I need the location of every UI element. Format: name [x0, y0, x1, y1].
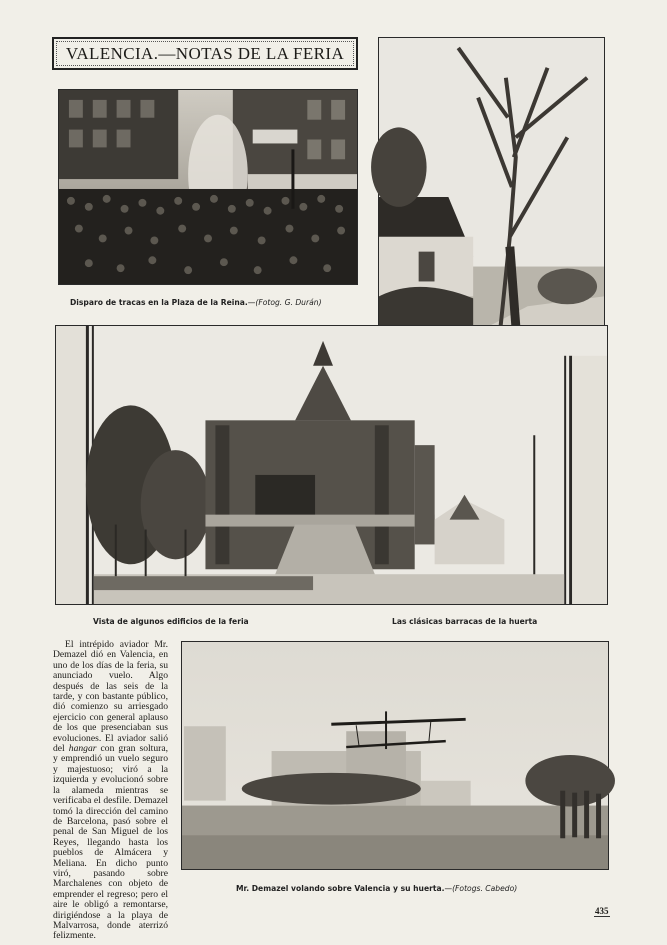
photo-edificios-caption: Vista de algunos edificios de la feria [93, 617, 249, 626]
photo-edificios [55, 325, 608, 605]
page-title-text: VALENCIA.—NOTAS DE LA FERIA [65, 43, 345, 63]
aviador-image [182, 642, 608, 869]
plaza-photo-credit: —(Fotog. G. Durán) [247, 298, 322, 307]
article-italic-word: hangar [68, 743, 97, 755]
photo-aviador-caption [236, 884, 517, 893]
plaza-reina-image [59, 90, 357, 284]
article-body [53, 639, 168, 942]
photo-barraca [378, 37, 605, 353]
photo-barracas-caption: Las clásicas barracas de la huerta [392, 617, 538, 626]
plaza-caption-text: Disparo de tracas en la Plaza de la Reina. [70, 298, 248, 307]
photo-plaza-reina [58, 89, 358, 285]
photo-aviador [181, 641, 609, 870]
article-text-part2: con gran soltura, y emprendió un vuelo seguro y majestuoso; viró a la izquierda y evolucionó sobre la alameda mientras se verificaba el desfile. Demazel tomó la dirección del camino de Barcelona, pasó sobre el penal de San Miguel de los Reyes, llegando hasta los pueblos de Almácera y Meliana. En dicho punto viró, pasando sobre Marchalenes con objeto de emprender el regreso; pero el aire le obligó a remontarse, dirigiéndose a la playa de Malvarrosa, donde aterrizó felizmente. [53, 743, 168, 942]
page-title [52, 37, 358, 70]
barraca-image [379, 38, 604, 352]
aviador-photo-credit: —(Fotogs. Cabedo) [444, 884, 518, 893]
photo-plaza-reina-caption [70, 298, 322, 307]
page-number: 435 [595, 906, 609, 916]
edificios-image [56, 326, 607, 604]
article-text-part1: El intrépido aviador Mr. Demazel dió en Valencia, en uno de los días de la feria, su anunciado vuelo. Algo después de las seis de la tarde, y con bastante público, dió comienzo su arriesgado ejercicio con general aplauso de los que presenciaban sus evoluciones. El aviador salió del [53, 639, 168, 755]
aviador-caption-text: Mr. Demazel volando sobre Valencia y su huerta. [236, 884, 445, 893]
